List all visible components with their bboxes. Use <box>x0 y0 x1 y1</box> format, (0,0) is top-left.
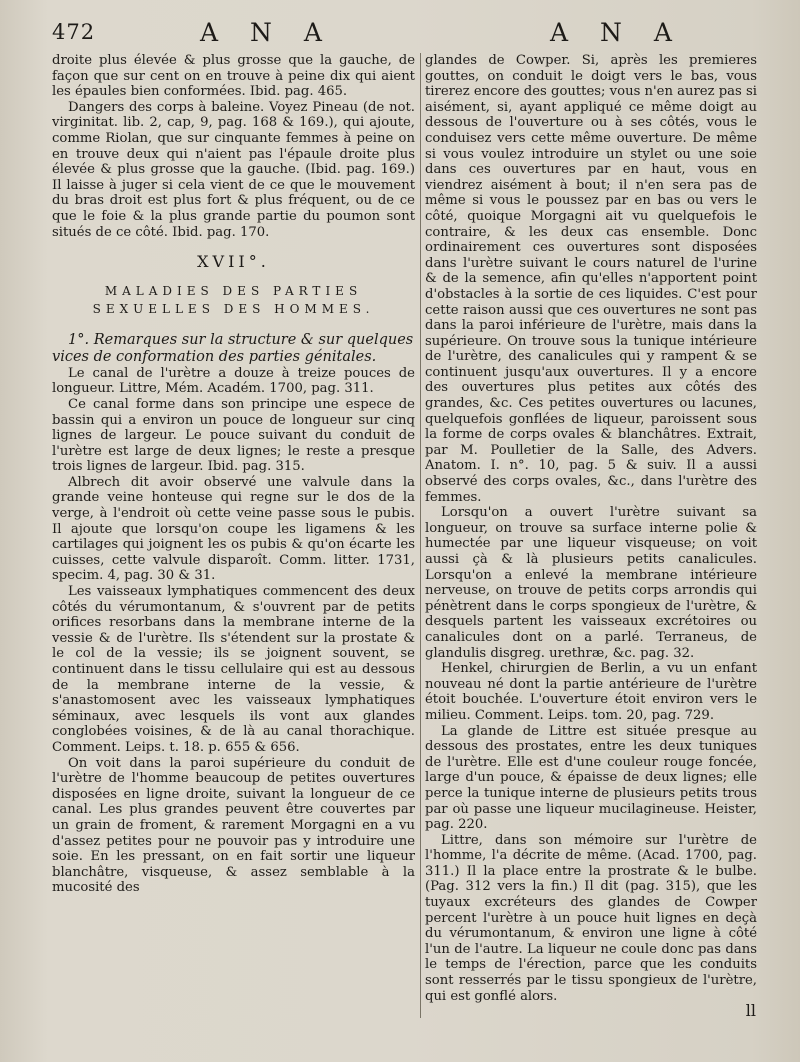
section-title: MALADIES DES PARTIES SEXUELLES DES HOMMES. <box>92 283 375 316</box>
subsection-heading: 1°. Remarques sur la structure & sur quelques vices de conformation des parties génitales. <box>52 331 414 365</box>
page-number: 472 <box>52 20 96 44</box>
paragraph: glandes de Cowper. Si, après les premieres gouttes, on conduit le doigt vers le bas, vous tirerez encore des gouttes; vous n'en aurez pas si aisément, si, ayant appliqué ce même doigt au dessous de l'ouverture ou à ses côtés, vous le conduisez vers cette même ouverture. De même si vous voulez introduire un stylet ou une soie dans ces ouvertures par en haut, vous en viendrez aisément à bout; il n'en sera pas de même si vous le poussez par en bas ou vers le côté, quoique Morgagni ait vu quelquefois le contraire, & les deux cas ensemble. Donc ordinairement ces ouvertures sont disposées dans l'urètre suivant le cours naturel de l'urine & de la semence, afin qu'elles n'apportent point d'obstacles à la sortie de ces liquides. C'est pour cette raison aussi que ces ouvertures ne sont pas dans la paroi inférieure de l'urètre, mais dans la supérieure. On trouve sous la tunique intérieure de l'urètre, des canalicules qui y rampent & se continuent jusqu'aux ouvertures. Il y a encore des ouvertures plus petites aux côtés des grandes, &c. Ces petites ouvertures ou lacunes, quelquefois gonflées de liqueur, paroissent sous la forme de corps ovales & blanchâtres. Extrait, par M. Poulletier de la Salle, des Advers. Anatom. I. n°. 10, pag. 5 & suiv. Il a aussi observé des corps ovales, &c., dans l'urètre des femmes. <box>425 53 757 505</box>
paragraph: Albrech dit avoir observé une valvule dans la grande veine honteuse qui regne sur le dos de la verge, à l'endroit où cette veine passe sous le pubis. Il ajoute que lorsqu'on coupe les ligamens & les cartilages qui joignent les os pubis & qu'on écarte les cuisses, cette valvule disparoît. Comm. litter. 1731, specim. 4, pag. 30 & 31. <box>52 474 415 584</box>
page-header <box>52 18 760 52</box>
paragraph: Les vaisseaux lymphatiques commencent des deux côtés du vérumontanum, & s'ouvrent par de petits orifices resorbans dans la membrane interne de la vessie & de l'urètre. Ils s'étendent sur la prostate & le col de la vessie; ils se joignent souvent, se continuent dans le tissu cellulaire qui est au dessous de la membrane interne de la vessie, & s'anastomosent avec les vaisseaux lymphatiques séminaux, avec lesquels ils vont aux glandes conglobées voisines, & de là au canal thorachique. Comment. Leips. t. 18. p. 655 & 656. <box>52 584 415 755</box>
paragraph: La glande de Littre est située presque au dessous des prostates, entre les deux tuniques de l'urètre. Elle est d'une couleur rouge foncée, large d'un pouce, & épaisse de deux lignes; elle perce la tunique interne de plusieurs petits trous par où passe une liqueur mucilagineuse. Heister, pag. 220. <box>425 723 757 833</box>
left-column <box>52 53 415 1044</box>
right-column <box>425 53 757 1044</box>
signature-mark: ll <box>745 1001 756 1020</box>
paragraph: Littre, dans son mémoire sur l'urètre de l'homme, l'a décrite de même. (Acad. 1700, pag. 311.) Il la place entre la prostrate & le bulbe. (Pag. 312 vers la fin.) Il dit (pag. 315), que les tuyaux excréteurs des glandes de Cowper percent l'urètre à un pouce huit lignes en deçà du vérumontanum, & environ une ligne à côté l'un de l'autre. La liqueur ne coule donc pas dans le temps de l'érection, parce que les conduits sont resserrés par le tissu spongieux de l'urètre, qui est gonflé alors. <box>425 832 757 1004</box>
paragraph: Dangers des corps à baleine. Voyez Pineau (de not. virginitat. lib. 2, cap, 9, pag. 168 & 169.), qui ajoute, comme Riolan, que sur cinquante femmes à peine on en trouve deux qui n'aient pas l'épaule droite plus élevée & plus grosse que la gauche. (Ibid. pag. 169.) Il laisse à juger si cela vient de ce que le mouvement du bras droit est plus fort & plus fréquent, ou de ce que le foie & la plus grande partie du poumon sont situés de ce côté. Ibid. pag. 170. <box>52 99 415 240</box>
running-head-right: A N A <box>550 18 684 47</box>
running-head-left: A N A <box>200 18 334 47</box>
paragraph: Ce canal forme dans son principe une espece de bassin qui a environ un pouce de longueur sur cinq lignes de largeur. Le pouce suivant du conduit de l'urètre est large de deux lignes; le reste a presque trois lignes de largeur. Ibid. pag. 315. <box>52 396 415 475</box>
paragraph: Le canal de l'urètre a douze à treize pouces de longueur. Littre, Mém. Académ. 1700, pag. 311. <box>52 365 415 397</box>
paragraph: droite plus élevée & plus grosse que la gauche, de façon que sur cent on en trouve à peine dix qui aient les épaules bien conformées. Ibid. pag. 465. <box>52 53 415 100</box>
column-divider <box>420 53 421 1018</box>
section-number: XVII°. <box>197 252 270 272</box>
paragraph: Henkel, chirurgien de Berlin, a vu un enfant nouveau né dont la partie antérieure de l'urètre étoit bouchée. L'ouverture étoit environ vers le milieu. Comment. Leips. tom. 20, pag. 729. <box>425 661 757 723</box>
paragraph: Lorsqu'on a ouvert l'urètre suivant sa longueur, on trouve sa surface interne polie & humectée par une liqueur visqueuse; on voit aussi çà & là plusieurs petits canalicules. Lorsqu'on a enlevé la membrane intérieure nerveuse, on trouve de petits corps arrondis qui pénètrent dans le corps spongieux de l'urètre, & desquels partent les vaisseaux excrétoires ou canalicules dont on a parlé. Terraneus, de glandulis disgreg. urethræ, &c. pag. 32. <box>425 505 757 661</box>
paragraph: On voit dans la paroi supérieure du conduit de l'urètre de l'homme beaucoup de petites ouvertures disposées en ligne droite, suivant la longueur de ce canal. Les plus grandes peuvent être couvertes par un grain de froment, & rarement Morgagni en a vu d'assez petites pour ne pouvoir pas y introduire une soie. En les pressant, on en fait sortir une liqueur blanchâtre, visqueuse, & assez semblable à la mucosité des <box>52 755 415 896</box>
